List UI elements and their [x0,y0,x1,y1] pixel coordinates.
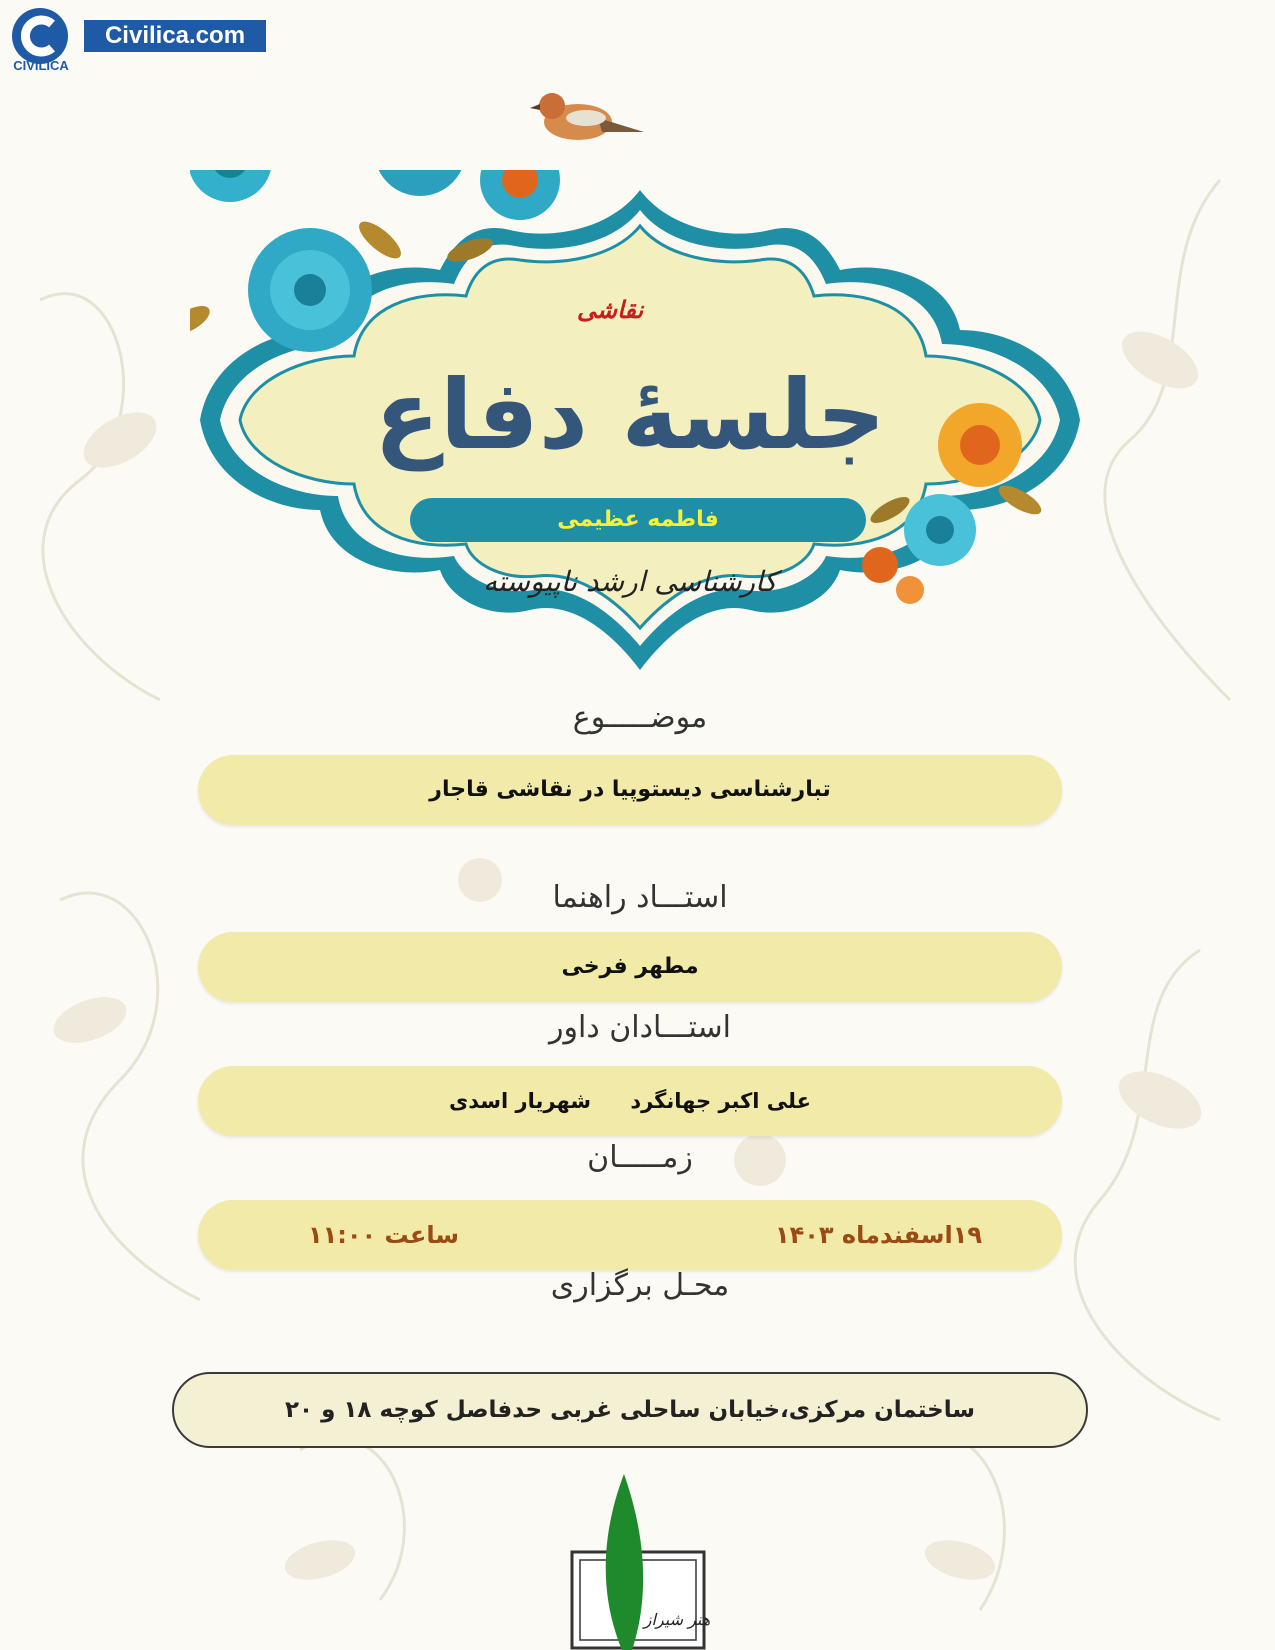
bird-icon [528,80,648,160]
student-name: فاطمه عظیمی [410,498,866,542]
judges-list [198,1066,1062,1136]
civilica-subtitle: CIVILICA [13,58,69,73]
civilica-banner: Civilica.com [84,20,266,52]
judge-name: شهریار اسدی [449,1089,591,1113]
emblem-text: هنر شیراز [643,1610,711,1629]
judges-label: استـــادان داور [549,1010,731,1045]
advisor-label: استـــاد راهنما [552,880,728,915]
venue-box [172,1372,1088,1448]
topic-value: تبارشناسی دیستوپیا در نقاشی قاجار [429,777,831,802]
program-name: نقاشی [576,295,644,324]
judges-box [198,1066,1062,1136]
topic-label: موضـــــوع [572,700,708,735]
venue-value: ساختمان مرکزی،خیابان ساحلی غربی حدفاصل کوچه ۱۸ و ۲۰ [284,1397,976,1423]
judge-name: علی اکبر جهانگرد [630,1089,811,1113]
time-label: زمـــــان [587,1140,693,1175]
time-box [198,1200,1062,1270]
topic-box [198,755,1062,825]
venue-label: محـل برگزاری [550,1268,730,1303]
hour-value: ساعت ۱۱:۰۰ [308,1221,459,1249]
advisor-box [198,932,1062,1002]
page-title: جلسهٔ دفاع [374,359,886,471]
date-value: ۱۹اسفندماه ۱۴۰۳ [774,1221,982,1249]
advisor-value: مطهر فرخی [561,954,699,979]
degree-title: کارشناسی ارشد ناپیوسته [483,565,777,598]
